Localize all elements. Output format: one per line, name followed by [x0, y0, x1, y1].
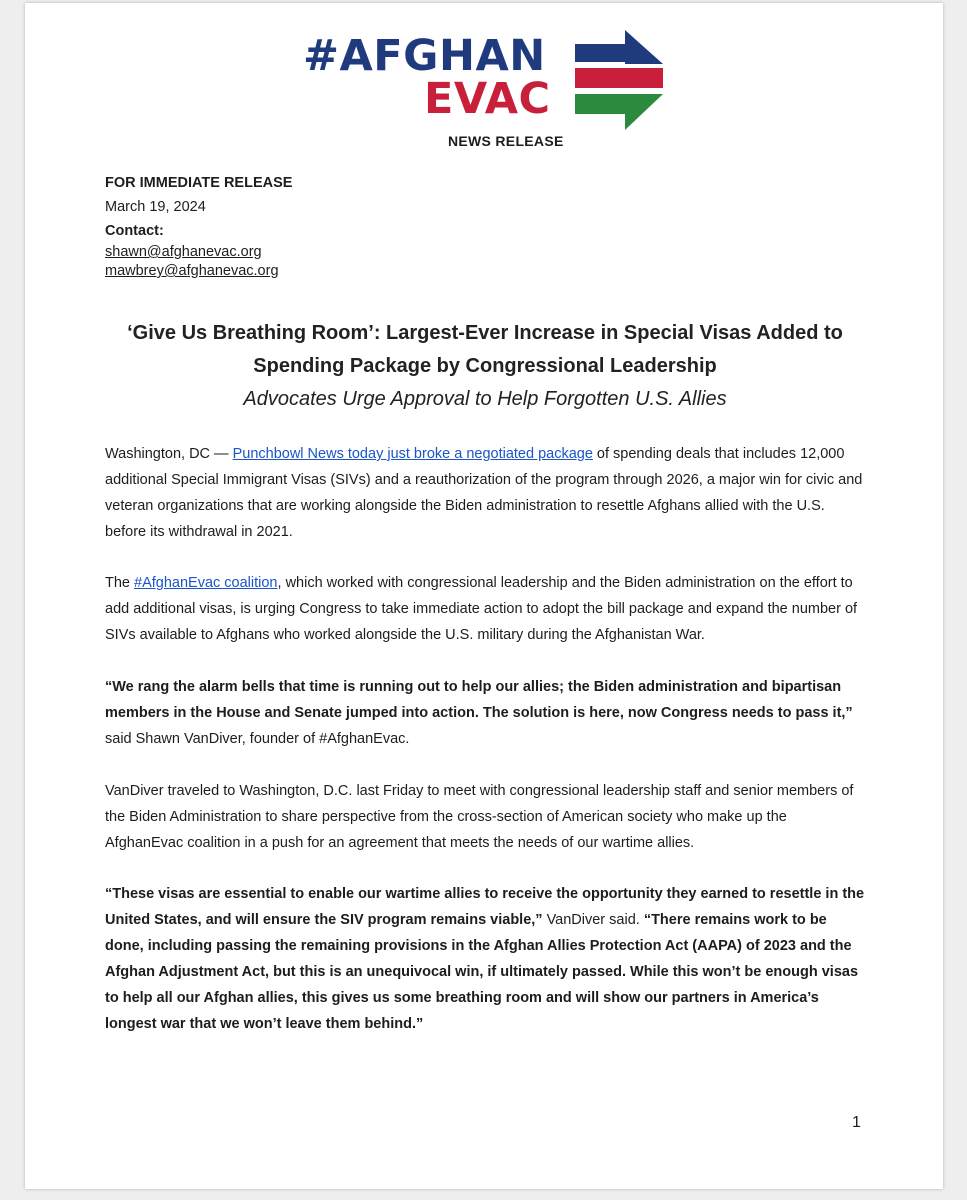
quote-3: “There remains work to be done, including passing the remaining provisions in the Afghan Allies Protection Act (AAPA) of 2023 and the Afghan Adjustment Act, but this is an unequivocal win, if ultimately passed. While this won’t be enough visas to help all our Afghan allies, this gives us some breathing room and will show our partners in America’s longest war that we won’t leave them behind.”: [105, 912, 859, 1032]
news-release-label: NEWS RELEASE: [448, 133, 564, 149]
arrow-logo-icon: [575, 30, 663, 132]
headline: ‘Give Us Breathing Room’: Largest-Ever Increase in Special Visas Added to Spending Package by Congressional Leadership: [127, 322, 843, 377]
contact-label: Contact:: [105, 223, 164, 239]
paragraph-1-prefix: Washington, DC —: [105, 446, 233, 462]
quote-1: “We rang the alarm bells that time is running out to help our allies; the Biden administration and bipartisan members in the House and Senate jumped into action. The solution is here, now Congress needs to pass it,”: [105, 679, 853, 721]
release-meta: [105, 171, 292, 281]
paragraph-3: [105, 674, 865, 752]
afghanevac-logo: [303, 30, 663, 150]
logo-line-1: #AFGHAN: [303, 31, 546, 81]
release-date: March 19, 2024: [105, 199, 206, 215]
paragraph-5: [105, 881, 865, 1037]
contact-email-1[interactable]: shawn@afghanevac.org: [105, 244, 262, 260]
logo-line-2: EVAC: [424, 74, 551, 124]
paragraph-1-text: of spending deals that includes 12,000 additional Special Immigrant Visas (SIVs) and a reauthorization of the program through 2026, a major win for civic and veteran organizations that are working alongside the Biden administration to resettle Afghans allied with the U.S. before its withdrawal in 2021.: [105, 446, 863, 540]
paragraph-1: [105, 441, 865, 545]
paragraph-2-prefix: The: [105, 575, 135, 591]
page-number: 1: [852, 1114, 861, 1131]
paragraph-4: VanDiver traveled to Washington, D.C. last Friday to meet with congressional leadership staff and senior members of the Biden Administration to share perspective from the cross-section of American society who make up the AfghanEvac coalition in a push for an agreement that meets the needs of our wartime allies.: [105, 783, 854, 851]
quote-2: “These visas are essential to enable our wartime allies to receive the opportunity they earned to resettle in the United States, and will ensure the SIV program remains viable,”: [105, 886, 865, 928]
contact-email-2[interactable]: mawbrey@afghanevac.org: [105, 263, 279, 279]
release-label: FOR IMMEDIATE RELEASE: [105, 175, 293, 191]
paragraph-2: [105, 570, 865, 648]
document-page: [25, 3, 943, 1189]
subheadline: Advocates Urge Approval to Help Forgotten U.S. Allies: [243, 388, 727, 410]
afghanevac-coalition-link[interactable]: #AfghanEvac coalition: [134, 575, 278, 591]
quote-2-attribution: VanDiver said.: [542, 912, 644, 928]
paragraph-2-text: , which worked with congressional leadership and the Biden administration on the effort to add additional visas, is urging Congress to take immediate action to adopt the bill package and expand the number of SIVs available to Afghans who worked alongside the U.S. military during the Afghanistan War.: [105, 575, 858, 643]
quote-1-attribution: said Shawn VanDiver, founder of #AfghanEvac.: [105, 731, 410, 747]
punchbowl-news-link[interactable]: Punchbowl News today just broke a negotiated package: [232, 446, 593, 462]
